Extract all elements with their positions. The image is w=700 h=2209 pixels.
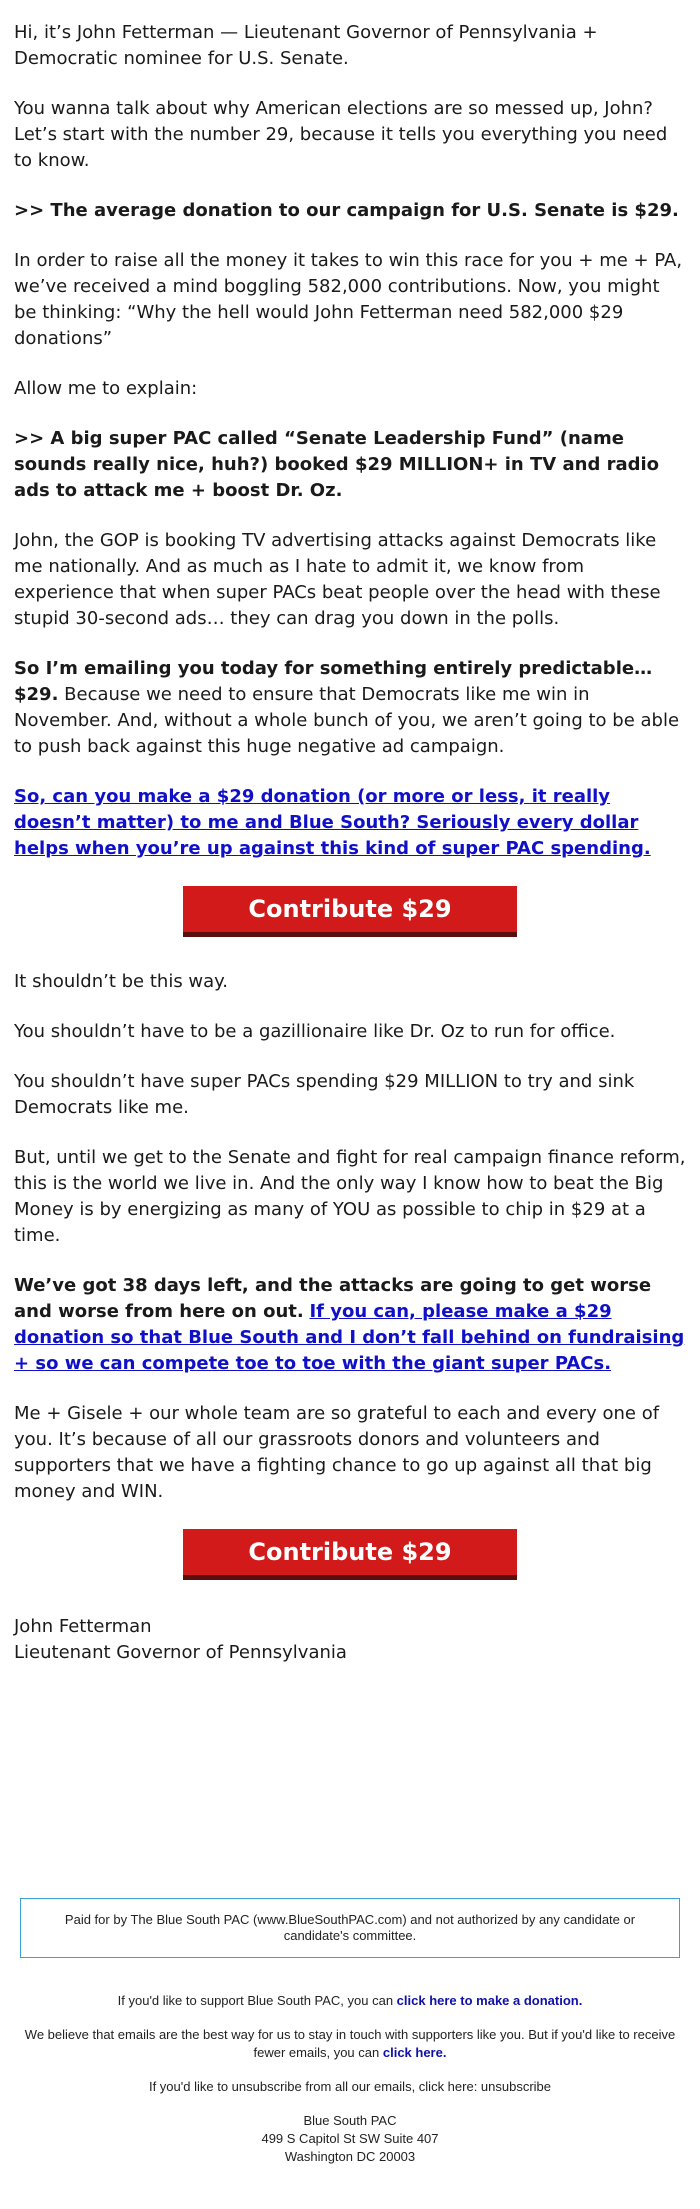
paragraph-super-pac: >> A big super PAC called “Senate Leadership Fund” (name sounds really nice, huh?) booked $29 MILLION+ in TV and radio ads to attack me + boost Dr. Oz.: [14, 428, 660, 501]
paragraph-super-pacs-spending: You shouldn’t have super PACs spending $29 MILLION to try and sink Democrats like me.: [14, 1071, 635, 1118]
signature: [14, 1614, 686, 1666]
signature-title: Lieutenant Governor of Pennsylvania: [14, 1642, 347, 1663]
footer-address: [0, 2112, 700, 2166]
paragraph-contributions: In order to raise all the money it takes to win this race for you + me + PA, we’ve received a mind boggling 582,000 contributions. Now, you might be thinking: “Why the hell would John Fetterman need 582,000 $29 donations”: [14, 250, 683, 349]
days-left-bold-text: We’ve got 38 days left, and the attacks are going to get worse and worse from here on out.: [14, 1275, 652, 1322]
paragraph-explain: Allow me to explain:: [14, 378, 198, 399]
cta-container-2: [14, 1529, 686, 1580]
predictable-bold-text: So I’m emailing you today for something entirely predictable… $29.: [14, 658, 653, 705]
paid-for-disclaimer: Paid for by The Blue South PAC (www.BlueSouthPAC.com) and not authorized by any candidate or candidate's committee.: [20, 1898, 680, 1958]
paragraph-gop-attacks: John, the GOP is booking TV advertising attacks against Democrats like me nationally. And as much as I hate to admit it, we know from experience that when super PACs beat people over the head with these stupid 30-second ads… they can drag you down in the polls.: [14, 530, 661, 629]
contribute-button-1[interactable]: Contribute $29: [183, 886, 517, 937]
donation-fundraising-link[interactable]: If you can, please make a $29 donation so that Blue South and I don’t fall behind on fundraising + so we can compete toe to toe with the giant super PACs.: [14, 1301, 685, 1374]
paragraph-greeting: Hi, it’s John Fetterman — Lieutenant Governor of Pennsylvania + Democratic nominee for U.S. Senate.: [14, 22, 598, 69]
paragraph-days-left: [14, 1273, 686, 1377]
paragraph-shouldnt-be: It shouldn’t be this way.: [14, 971, 228, 992]
cta-container-1: [14, 886, 686, 937]
paragraph-predictable: [14, 656, 686, 760]
paragraph-grateful: Me + Gisele + our whole team are so grateful to each and every one of you. It’s because of all our grassroots donors and volunteers and supporters that we have a fighting chance to go up against all that big money and WIN.: [14, 1403, 660, 1502]
email-footer: [0, 1898, 700, 2166]
signature-name: John Fetterman: [14, 1616, 152, 1637]
unsubscribe-link[interactable]: If you'd like to unsubscribe from all our emails, click here: unsubscribe: [148, 2079, 552, 2094]
paragraph-intro: You wanna talk about why American elections are so messed up, John? Let’s start with the number 29, because it tells you everything you need to know.: [14, 98, 668, 171]
paragraph-donation-ask: [14, 784, 686, 862]
fewer-emails-text: We believe that emails are the best way for us to stay in touch with supporters like you. But if you'd like to receive fewer emails, you can: [24, 2027, 676, 2060]
contribute-button-2[interactable]: Contribute $29: [183, 1529, 517, 1580]
predictable-rest-text: Because we need to ensure that Democrats like me win in November. And, without a whole bunch of you, we aren’t going to be able to push back against this huge negative ad campaign.: [14, 684, 680, 757]
footer-fewer-emails-line: [0, 2026, 700, 2062]
org-name: Blue South PAC: [303, 2113, 397, 2128]
support-text: If you'd like to support Blue South PAC, you can: [117, 1993, 397, 2008]
footer-support-line: [0, 1992, 700, 2010]
address-line-2: Washington DC 20003: [284, 2149, 416, 2164]
paragraph-campaign-finance: But, until we get to the Senate and fight for real campaign finance reform, this is the world we live in. And the only way I know how to beat the Big Money is by energizing as many of YOU as possible to chip in $29 at a time.: [14, 1147, 686, 1246]
paragraph-gazillionaire: You shouldn’t have to be a gazillionaire like Dr. Oz to run for office.: [14, 1021, 616, 1042]
donation-footer-link[interactable]: click here to make a donation.: [396, 1993, 583, 2008]
fewer-emails-link[interactable]: click here.: [382, 2045, 447, 2060]
paragraph-average-donation: >> The average donation to our campaign for U.S. Senate is $29.: [14, 200, 679, 221]
address-line-1: 499 S Capitol St SW Suite 407: [261, 2131, 439, 2146]
donation-ask-link[interactable]: So, can you make a $29 donation (or more or less, it really doesn’t matter) to me and Blue South? Seriously every dollar helps when you’re up against this kind of super PAC spending.: [14, 786, 651, 859]
